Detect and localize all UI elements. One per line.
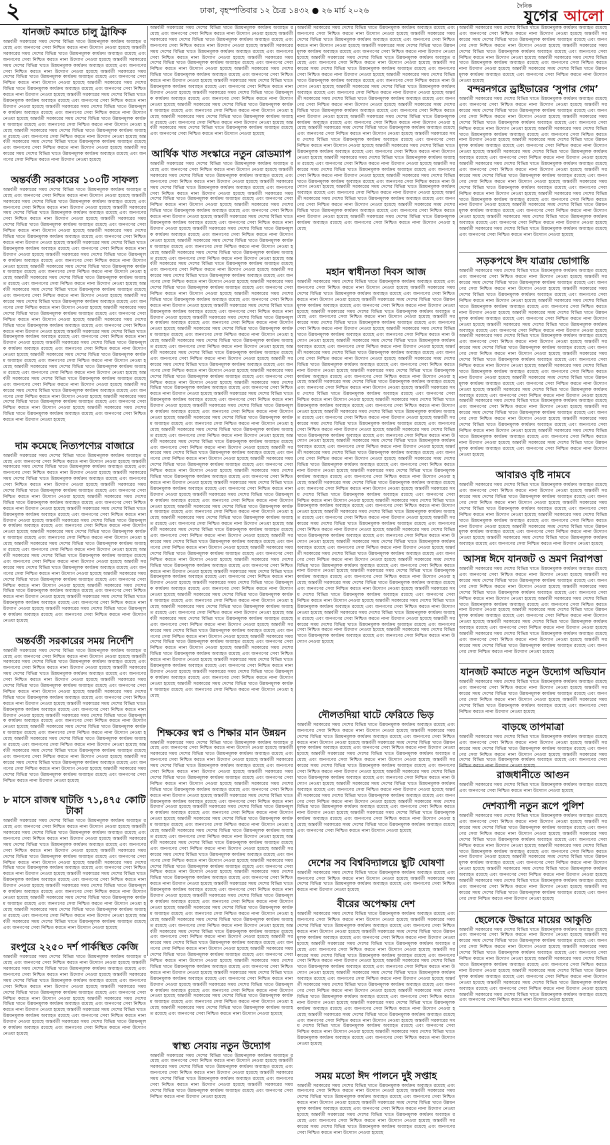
article-body: অন্তর্বর্তী সরকারের সময় দেশের বিভিন্ন খাতে উন্নয়নমূলক কার্যক্রম অব্যাহত রয়েছে এবং জনগণের সেবা নিশ্চিত করতে নানা উদ্যোগ নেওয়া হয়েছে অন্তর্বর্তী সরকারের সময় দেশের বিভিন্ন খাতে উন্নয়নমূলক কার্যক্রম অব্যাহত রয়েছে এবং জনগণের সেবা নিশ্চিত করতে নানা উদ্যোগ নেওয়া হয়েছে অন্তর্বর্তী সরকারের সময় দেশের বিভিন্ন খাতে উন্নয়নমূলক কার্যক্রম অব্যাহত রয়েছে এবং জনগণের সেবা নিশ্চিত করতে নানা উদ্যোগ নেওয়া হয়েছে অন্তর্বর্তী সরকারের সময় দেশের বিভিন্ন খাতে উন্নয়নমূলক কার্যক্রম অব্যাহত রয়েছে এবং জনগণের সেবা নিশ্চিত করতে নানা উদ্যোগ নেওয়া হয়েছে অন্তর্বর্তী সরকারের সময় দেশের বিভিন্ন খাতে উন্নয়নমূলক কার্যক্রম অব্যাহত রয়েছে এবং জনগণের সেবা নিশ্চিত করতে নানা উদ্যোগ নেওয়া হয়েছে অন্তর্বর্তী সরকারের সময় দেশের বিভিন্ন খাতে উন্নয়নমূলক কার্যক্রম অব্যাহত রয়েছে এবং জনগণের সেবা নিশ্চিত করতে নানা উদ্যোগ নেওয়া হয়েছে অন্তর্বর্তী সরকারের সময় দেশের বিভিন্ন খাতে উন্নয়নমূলক কার্যক্রম অব্যাহত রয়েছে এবং জনগণের সেবা নিশ্চিত করতে নানা উদ্যোগ নেওয়া হয়েছে অন্তর্বর্তী সরকারের সময় দেশের বিভিন্ন খাতে উন্নয়নমূলক কার্যক্রম অব্যাহত রয়েছে এবং জনগণের সেবা নিশ্চিত করতে নানা উদ্যোগ নেওয়া হয়েছে অন্তর্বর্তী সরকারের সময় দেশের বিভিন্ন খাতে উন্নয়নমূলক কার্যক্রম অব্যাহত রয়েছে এবং জনগণের সেবা নিশ্চিত করতে নানা উদ্যোগ নেওয়া হয়েছে অন্তর্বর্তী সরকারের সময় দেশের বিভিন্ন খাতে উন্নয়নমূলক কার্যক্রম অব্যাহত রয়েছে এবং জনগণের সেবা নিশ্চিত করতে নানা উদ্যোগ নেওয়া হয়েছে: [150, 26, 293, 138]
article: [459, 801, 607, 911]
article: [459, 770, 607, 798]
article-body: অন্তর্বর্তী সরকারের সময় দেশের বিভিন্ন খাতে উন্নয়নমূলক কার্যক্রম অব্যাহত রয়েছে এবং জনগণের সেবা নিশ্চিত করতে নানা উদ্যোগ নেওয়া হয়েছে অন্তর্বর্তী সরকারের সময় দেশের বিভিন্ন খাতে উন্নয়নমূলক কার্যক্রম অব্যাহত রয়েছে এবং জনগণের সেবা নিশ্চিত করতে নানা উদ্যোগ নেওয়া হয়েছে অন্তর্বর্তী সরকারের সময় দেশের বিভিন্ন খাতে উন্নয়নমূলক কার্যক্রম অব্যাহত রয়েছে এবং জনগণের সেবা নিশ্চিত করতে নানা উদ্যোগ নেওয়া হয়েছে অন্তর্বর্তী সরকারের সময় দেশের বিভিন্ন খাতে উন্নয়নমূলক কার্যক্রম অব্যাহত রয়েছে এবং জনগণের সেবা নিশ্চিত করতে নানা উদ্যোগ নেওয়া হয়েছে অন্তর্বর্তী সরকারের সময় দেশের বিভিন্ন খাতে উন্নয়নমূলক কার্যক্রম অব্যাহত রয়েছে এবং জনগণের সেবা নিশ্চিত করতে নানা উদ্যোগ নেওয়া হয়েছে অন্তর্বর্তী সরকারের সময় দেশের বিভিন্ন খাতে উন্নয়নমূলক কার্যক্রম অব্যাহত রয়েছে এবং জনগণের সেবা নিশ্চিত করতে নানা উদ্যোগ নেওয়া হয়েছে অন্তর্বর্তী সরকারের সময় দেশের বিভিন্ন খাতে উন্নয়নমূলক কার্যক্রম অব্যাহত রয়েছে এবং জনগণের সেবা নিশ্চিত করতে নানা উদ্যোগ নেওয়া হয়েছে: [459, 927, 607, 1004]
article: [297, 899, 455, 1067]
article-body: অন্তর্বর্তী সরকারের সময় দেশের বিভিন্ন খাতে উন্নয়নমূলক কার্যক্রম অব্যাহত রয়েছে এবং জনগণের সেবা নিশ্চিত করতে নানা উদ্যোগ নেওয়া হয়েছে অন্তর্বর্তী সরকারের সময় দেশের বিভিন্ন খাতে উন্নয়নমূলক কার্যক্রম অব্যাহত রয়েছে এবং জনগণের সেবা নিশ্চিত করতে নানা উদ্যোগ নেওয়া হয়েছে অন্তর্বর্তী সরকারের সময় দেশের বিভিন্ন খাতে উন্নয়নমূলক কার্যক্রম অব্যাহত রয়েছে এবং জনগণের সেবা নিশ্চিত করতে নানা উদ্যোগ নেওয়া হয়েছে অন্তর্বর্তী সরকারের সময় দেশের বিভিন্ন খাতে উন্নয়নমূলক কার্যক্রম অব্যাহত রয়েছে এবং জনগণের সেবা নিশ্চিত করতে নানা উদ্যোগ নেওয়া হয়েছে অন্তর্বর্তী সরকারের সময় দেশের বিভিন্ন খাতে উন্নয়নমূলক কার্যক্রম অব্যাহত রয়েছে এবং জনগণের সেবা নিশ্চিত করতে নানা উদ্যোগ নেওয়া হয়েছে অন্তর্বর্তী সরকারের সময় দেশের বিভিন্ন খাতে উন্নয়নমূলক কার্যক্রম অব্যাহত রয়েছে এবং জনগণের সেবা নিশ্চিত করতে নানা উদ্যোগ নেওয়া হয়েছে অন্তর্বর্তী সরকারের সময় দেশের বিভিন্ন খাতে উন্নয়নমূলক কার্যক্রম অব্যাহত রয়েছে এবং জনগণের সেবা নিশ্চিত করতে নানা উদ্যোগ নেওয়া হয়েছে অন্তর্বর্তী সরকারের সময় দেশের বিভিন্ন খাতে উন্নয়নমূলক কার্যক্রম অব্যাহত রয়েছে এবং জনগণের সেবা নিশ্চিত করতে নানা উদ্যোগ নেওয়া হয়েছে অন্তর্বর্তী সরকারের সময় দেশের বিভিন্ন খাতে উন্নয়নমূলক কার্যক্রম অব্যাহত রয়েছে এবং জনগণের সেবা নিশ্চিত করতে নানা উদ্যোগ নেওয়া হয়েছে অন্তর্বর্তী সরকারের সময় দেশের বিভিন্ন খাতে উন্নয়নমূলক কার্যক্রম অব্যাহত রয়েছে এবং জনগণের সেবা নিশ্চিত করতে নানা উদ্যোগ নেওয়া হয়েছে অন্তর্বর্তী সরকারের সময় দেশের বিভিন্ন খাতে উন্নয়নমূলক কার্যক্রম অব্যাহত রয়েছে এবং জনগণের সেবা নিশ্চিত করতে নানা উদ্যোগ নেওয়া হয়েছে অন্তর্বর্তী সরকারের সময় দেশের বিভিন্ন খাতে উন্নয়নমূলক কার্যক্রম অব্যাহত রয়েছে এবং জনগণের সেবা নিশ্চিত করতে নানা উদ্যোগ নেওয়া হয়েছে অন্তর্বর্তী সরকারের সময় দেশের বিভিন্ন খাতে উন্নয়নমূলক কার্যক্রম অব্যাহত রয়েছে এবং জনগণের সেবা নিশ্চিত করতে নানা উদ্যোগ নেওয়া হয়েছে অন্তর্বর্তী সরকারের সময় দেশের বিভিন্ন খাতে উন্নয়নমূলক কার্যক্রম অব্যাহত রয়েছে এবং জনগণের সেবা নিশ্চিত করতে নানা উদ্যোগ নেওয়া হয়েছে অন্তর্বর্তী সরকারের সময় দেশের বিভিন্ন খাতে উন্নয়নমূলক কার্যক্রম অব্যাহত রয়েছে এবং জনগণের সেবা নিশ্চিত করতে নানা উদ্যোগ নেওয়া হয়েছে অন্তর্বর্তী সরকারের সময় দেশের বিভিন্ন খাতে উন্নয়নমূলক কার্যক্রম অব্যাহত রয়েছে এবং জনগণের সেবা নিশ্চিত করতে নানা উদ্যোগ নেওয়া হয়েছে অন্তর্বর্তী সরকারের সময় দেশের বিভিন্ন খাতে উন্নয়নমূলক কার্যক্রম অব্যাহত রয়েছে এবং জনগণের সেবা নিশ্চিত করতে নানা উদ্যোগ নেওয়া হয়েছে অন্তর্বর্তী সরকারের সময় দেশের বিভিন্ন খাতে উন্নয়নমূলক কার্যক্রম অব্যাহত রয়েছে এবং জনগণের সেবা নিশ্চিত করতে নানা উদ্যোগ নেওয়া হয়েছে অন্তর্বর্তী সরকারের সময় দেশের বিভিন্ন খাতে উন্নয়নমূলক কার্যক্রম অব্যাহত রয়েছে এবং জনগণের সেবা নিশ্চিত করতে নানা উদ্যোগ নেওয়া হয়েছে অন্তর্বর্তী সরকারের সময় দেশের বিভিন্ন খাতে উন্নয়নমূলক কার্যক্রম অব্যাহত রয়েছে এবং জনগণের সেবা নিশ্চিত করতে নানা উদ্যোগ নেওয়া হয়েছে অন্তর্বর্তী সরকারের সময় দেশের বিভিন্ন খাতে উন্নয়নমূলক কার্যক্রম অব্যাহত রয়েছে এবং জনগণের সেবা নিশ্চিত করতে নানা উদ্যোগ নেওয়া হয়েছে অন্তর্বর্তী সরকারের সময় দেশের বিভিন্ন খাতে উন্নয়নমূলক কার্যক্রম অব্যাহত রয়েছে এবং জনগণের সেবা নিশ্চিত করতে নানা উদ্যোগ নেওয়া হয়েছে অন্তর্বর্তী সরকারের সময় দেশের বিভিন্ন খাতে উন্নয়নমূলক কার্যক্রম অব্যাহত রয়েছে এবং জনগণের সেবা নিশ্চিত করতে নানা উদ্যোগ নেওয়া হয়েছে অন্তর্বর্তী সরকারের সময় দেশের বিভিন্ন খাতে উন্নয়নমূলক কার্যক্রম অব্যাহত রয়েছে এবং জনগণের সেবা নিশ্চিত করতে নানা উদ্যোগ নেওয়া হয়েছে অন্তর্বর্তী সরকারের সময় দেশের বিভিন্ন খাতে উন্নয়নমূলক কার্যক্রম অব্যাহত রয়েছে এবং জনগণের সেবা নিশ্চিত করতে নানা উদ্যোগ নেওয়া হয়েছে: [150, 740, 293, 1018]
article-headline: অন্তর্বর্তী সরকারের সময় নির্দেশি: [15, 635, 134, 647]
article-body: অন্তর্বর্তী সরকারের সময় দেশের বিভিন্ন খাতে উন্নয়নমূলক কার্যক্রম অব্যাহত রয়েছে এবং জনগণের সেবা নিশ্চিত করতে নানা উদ্যোগ নেওয়া হয়েছে অন্তর্বর্তী সরকারের সময় দেশের বিভিন্ন খাতে উন্নয়নমূলক কার্যক্রম অব্যাহত রয়েছে এবং জনগণের সেবা নিশ্চিত করতে নানা উদ্যোগ নেওয়া হয়েছে অন্তর্বর্তী সরকারের সময় দেশের বিভিন্ন খাতে উন্নয়নমূলক কার্যক্রম অব্যাহত রয়েছে এবং জনগণের সেবা নিশ্চিত করতে নানা উদ্যোগ নেওয়া হয়েছে অন্তর্বর্তী সরকারের সময় দেশের বিভিন্ন খাতে উন্নয়নমূলক কার্যক্রম অব্যাহত রয়েছে এবং জনগণের সেবা নিশ্চিত করতে নানা উদ্যোগ নেওয়া হয়েছে অন্তর্বর্তী সরকারের সময় দেশের বিভিন্ন খাতে উন্নয়নমূলক কার্যক্রম অব্যাহত রয়েছে এবং জনগণের সেবা নিশ্চিত করতে নানা উদ্যোগ নেওয়া হয়েছে অন্তর্বর্তী সরকারের সময় দেশের বিভিন্ন খাতে উন্নয়নমূলক কার্যক্রম অব্যাহত রয়েছে এবং জনগণের সেবা নিশ্চিত করতে নানা উদ্যোগ নেওয়া হয়েছে অন্তর্বর্তী সরকারের সময় দেশের বিভিন্ন খাতে উন্নয়নমূলক কার্যক্রম অব্যাহত রয়েছে এবং জনগণের সেবা নিশ্চিত করতে নানা উদ্যোগ নেওয়া হয়েছে অন্তর্বর্তী সরকারের সময় দেশের বিভিন্ন খাতে উন্নয়নমূলক কার্যক্রম অব্যাহত রয়েছে এবং জনগণের সেবা নিশ্চিত করতে নানা উদ্যোগ নেওয়া হয়েছে: [459, 567, 607, 655]
article-headline: মহান স্বাধীনতা দিবস আজ: [326, 267, 426, 278]
dateline: ঢাকা, বৃহস্পতিবার ১২ চৈত্র ১৪৩২ ● ২৬ মার্চ ২০২৬: [200, 6, 369, 15]
article-body: অন্তর্বর্তী সরকারের সময় দেশের বিভিন্ন খাতে উন্নয়নমূলক কার্যক্রম অব্যাহত রয়েছে এবং জনগণের সেবা নিশ্চিত করতে নানা উদ্যোগ নেওয়া হয়েছে অন্তর্বর্তী সরকারের সময় দেশের বিভিন্ন খাতে উন্নয়নমূলক কার্যক্রম অব্যাহত রয়েছে এবং জনগণের সেবা নিশ্চিত করতে নানা উদ্যোগ নেওয়া হয়েছে অন্তর্বর্তী সরকারের সময় দেশের বিভিন্ন খাতে উন্নয়নমূলক কার্যক্রম অব্যাহত রয়েছে এবং জনগণের সেবা নিশ্চিত করতে নানা উদ্যোগ নেওয়া হয়েছে অন্তর্বর্তী সরকারের সময় দেশের বিভিন্ন খাতে উন্নয়নমূলক কার্যক্রম অব্যাহত রয়েছে এবং জনগণের সেবা নিশ্চিত করতে নানা উদ্যোগ নেওয়া হয়েছে অন্তর্বর্তী সরকারের সময় দেশের বিভিন্ন খাতে উন্নয়নমূলক কার্যক্রম অব্যাহত রয়েছে এবং জনগণের সেবা নিশ্চিত করতে নানা উদ্যোগ নেওয়া হয়েছে অন্তর্বর্তী সরকারের সময় দেশের বিভিন্ন খাতে উন্নয়নমূলক কার্যক্রম অব্যাহত রয়েছে এবং জনগণের সেবা নিশ্চিত করতে নানা উদ্যোগ নেওয়া হয়েছে অন্তর্বর্তী সরকারের সময় দেশের বিভিন্ন খাতে উন্নয়নমূলক কার্যক্রম অব্যাহত রয়েছে এবং জনগণের সেবা নিশ্চিত করতে নানা উদ্যোগ নেওয়া হয়েছে অন্তর্বর্তী সরকারের সময় দেশের বিভিন্ন খাতে উন্নয়নমূলক কার্যক্রম অব্যাহত রয়েছে এবং জনগণের সেবা নিশ্চিত করতে নানা উদ্যোগ নেওয়া হয়েছে অন্তর্বর্তী সরকারের সময় দেশের বিভিন্ন খাতে উন্নয়নমূলক কার্যক্রম অব্যাহত রয়েছে এবং জনগণের সেবা নিশ্চিত করতে নানা উদ্যোগ নেওয়া হয়েছে অন্তর্বর্তী সরকারের সময় দেশের বিভিন্ন খাতে উন্নয়নমূলক কার্যক্রম অব্যাহত রয়েছে এবং জনগণের সেবা নিশ্চিত করতে নানা উদ্যোগ নেওয়া হয়েছে অন্তর্বর্তী সরকারের সময় দেশের বিভিন্ন খাতে উন্নয়নমূলক কার্যক্রম অব্যাহত রয়েছে এবং জনগণের সেবা নিশ্চিত করতে নানা উদ্যোগ নেওয়া হয়েছে অন্তর্বর্তী সরকারের সময় দেশের বিভিন্ন খাতে উন্নয়নমূলক কার্যক্রম অব্যাহত রয়েছে এবং জনগণের সেবা নিশ্চিত করতে নানা উদ্যোগ নেওয়া হয়েছে: [3, 648, 146, 784]
article-body: অন্তর্বর্তী সরকারের সময় দেশের বিভিন্ন খাতে উন্নয়নমূলক কার্যক্রম অব্যাহত রয়েছে এবং জনগণের সেবা নিশ্চিত করতে নানা উদ্যোগ নেওয়া হয়েছে অন্তর্বর্তী সরকারের সময় দেশের বিভিন্ন খাতে উন্নয়নমূলক কার্যক্রম অব্যাহত রয়েছে এবং জনগণের সেবা নিশ্চিত করতে নানা উদ্যোগ নেওয়া হয়েছে অন্তর্বর্তী সরকারের সময় দেশের বিভিন্ন খাতে উন্নয়নমূলক কার্যক্রম অব্যাহত রয়েছে এবং জনগণের সেবা নিশ্চিত করতে নানা উদ্যোগ নেওয়া হয়েছে অন্তর্বর্তী সরকারের সময় দেশের বিভিন্ন খাতে উন্নয়নমূলক কার্যক্রম অব্যাহত রয়েছে এবং জনগণের সেবা নিশ্চিত করতে নানা উদ্যোগ নেওয়া হয়েছে অন্তর্বর্তী সরকারের সময় দেশের বিভিন্ন খাতে উন্নয়নমূলক কার্যক্রম অব্যাহত রয়েছে এবং জনগণের সেবা নিশ্চিত করতে নানা উদ্যোগ নেওয়া হয়েছে অন্তর্বর্তী সরকারের সময় দেশের বিভিন্ন খাতে উন্নয়নমূলক কার্যক্রম অব্যাহত রয়েছে এবং জনগণের সেবা নিশ্চিত করতে নানা উদ্যোগ নেওয়া হয়েছে অন্তর্বর্তী সরকারের সময় দেশের বিভিন্ন খাতে উন্নয়নমূলক কার্যক্রম অব্যাহত রয়েছে এবং জনগণের সেবা নিশ্চিত করতে নানা উদ্যোগ নেওয়া হয়েছে অন্তর্বর্তী সরকারের সময় দেশের বিভিন্ন খাতে উন্নয়নমূলক কার্যক্রম অব্যাহত রয়েছে এবং জনগণের সেবা নিশ্চিত করতে নানা উদ্যোগ নেওয়া হয়েছে অন্তর্বর্তী সরকারের সময় দেশের বিভিন্ন খাতে উন্নয়নমূলক কার্যক্রম অব্যাহত রয়েছে এবং জনগণের সেবা নিশ্চিত করতে নানা উদ্যোগ নেওয়া হয়েছে অন্তর্বর্তী সরকারের সময় দেশের বিভিন্ন খাতে উন্নয়নমূলক কার্যক্রম অব্যাহত রয়েছে এবং জনগণের সেবা নিশ্চিত করতে নানা উদ্যোগ নেওয়া হয়েছে অন্তর্বর্তী সরকারের সময় দেশের বিভিন্ন খাতে উন্নয়নমূলক কার্যক্রম অব্যাহত রয়েছে এবং জনগণের সেবা নিশ্চিত করতে নানা উদ্যোগ নেওয়া হয়েছে অন্তর্বর্তী সরকারের সময় দেশের বিভিন্ন খাতে উন্নয়নমূলক কার্যক্রম অব্যাহত রয়েছে এবং জনগণের সেবা নিশ্চিত করতে নানা উদ্যোগ নেওয়া হয়েছে অন্তর্বর্তী সরকারের সময় দেশের বিভিন্ন খাতে উন্নয়নমূলক কার্যক্রম অব্যাহত রয়েছে এবং জনগণের সেবা নিশ্চিত করতে নানা উদ্যোগ নেওয়া হয়েছে অন্তর্বর্তী সরকারের সময় দেশের বিভিন্ন খাতে উন্নয়নমূলক কার্যক্রম অব্যাহত রয়েছে এবং জনগণের সেবা নিশ্চিত করতে নানা উদ্যোগ নেওয়া হয়েছে অন্তর্বর্তী সরকারের সময় দেশের বিভিন্ন খাতে উন্নয়নমূলক কার্যক্রম অব্যাহত রয়েছে এবং জনগণের সেবা নিশ্চিত করতে নানা উদ্যোগ নেওয়া হয়েছে: [3, 453, 146, 624]
article-headline: দেশব্যাপী নতুন রূপে পুলিশ: [482, 801, 584, 813]
article: [459, 554, 607, 664]
article: [3, 636, 146, 793]
article-body: অন্তর্বর্তী সরকারের সময় দেশের বিভিন্ন খাতে উন্নয়নমূলক কার্যক্রম অব্যাহত রয়েছে এবং জনগণের সেবা নিশ্চিত করতে নানা উদ্যোগ নেওয়া হয়েছে অন্তর্বর্তী সরকারের সময় দেশের বিভিন্ন খাতে উন্নয়নমূলক কার্যক্রম অব্যাহত রয়েছে এবং জনগণের সেবা নিশ্চিত করতে নানা উদ্যোগ নেওয়া হয়েছে অন্তর্বর্তী সরকারের সময় দেশের বিভিন্ন খাতে উন্নয়নমূলক কার্যক্রম অব্যাহত রয়েছে এবং জনগণের সেবা নিশ্চিত করতে নানা উদ্যোগ নেওয়া হয়েছে অন্তর্বর্তী সরকারের সময় দেশের বিভিন্ন খাতে উন্নয়নমূলক কার্যক্রম অব্যাহত রয়েছে এবং জনগণের সেবা নিশ্চিত করতে নানা উদ্যোগ নেওয়া হয়েছে অন্তর্বর্তী সরকারের সময় দেশের বিভিন্ন খাতে উন্নয়নমূলক কার্যক্রম অব্যাহত রয়েছে এবং জনগণের সেবা নিশ্চিত করতে নানা উদ্যোগ নেওয়া হয়েছে অন্তর্বর্তী সরকারের সময় দেশের বিভিন্ন খাতে উন্নয়নমূলক কার্যক্রম অব্যাহত রয়েছে এবং জনগণের সেবা নিশ্চিত করতে নানা উদ্যোগ নেওয়া হয়েছে অন্তর্বর্তী সরকারের সময় দেশের বিভিন্ন খাতে উন্নয়নমূলক কার্যক্রম অব্যাহত রয়েছে এবং জনগণের সেবা নিশ্চিত করতে নানা উদ্যোগ নেওয়া হয়েছে অন্তর্বর্তী সরকারের সময় দেশের বিভিন্ন খাতে উন্নয়নমূলক কার্যক্রম অব্যাহত রয়েছে এবং জনগণের সেবা নিশ্চিত করতে নানা উদ্যোগ নেওয়া হয়েছে অন্তর্বর্তী সরকারের সময় দেশের বিভিন্ন খাতে উন্নয়নমূলক কার্যক্রম অব্যাহত রয়েছে এবং জনগণের সেবা নিশ্চিত করতে নানা উদ্যোগ নেওয়া হয়েছে অন্তর্বর্তী সরকারের সময় দেশের বিভিন্ন খাতে উন্নয়নমূলক কার্যক্রম অব্যাহত রয়েছে এবং জনগণের সেবা নিশ্চিত করতে নানা উদ্যোগ নেওয়া হয়েছে অন্তর্বর্তী সরকারের সময় দেশের বিভিন্ন খাতে উন্নয়নমূলক কার্যক্রম অব্যাহত রয়েছে এবং জনগণের সেবা নিশ্চিত করতে নানা উদ্যোগ নেওয়া হয়েছে অন্তর্বর্তী সরকারের সময় দেশের বিভিন্ন খাতে উন্নয়নমূলক কার্যক্রম অব্যাহত রয়েছে এবং জনগণের সেবা নিশ্চিত করতে নানা উদ্যোগ নেওয়া হয়েছে অন্তর্বর্তী সরকারের সময় দেশের বিভিন্ন খাতে উন্নয়নমূলক কার্যক্রম অব্যাহত রয়েছে এবং জনগণের সেবা নিশ্চিত করতে নানা উদ্যোগ নেওয়া হয়েছে অন্তর্বর্তী সরকারের সময় দেশের বিভিন্ন খাতে উন্নয়নমূলক কার্যক্রম অব্যাহত রয়েছে এবং জনগণের সেবা নিশ্চিত করতে নানা উদ্যোগ নেওয়া হয়েছে অন্তর্বর্তী সরকারের সময় দেশের বিভিন্ন খাতে উন্নয়নমূলক কার্যক্রম অব্যাহত রয়েছে এবং জনগণের সেবা নিশ্চিত করতে নানা উদ্যোগ নেওয়া হয়েছে অন্তর্বর্তী সরকারের সময় দেশের বিভিন্ন খাতে উন্নয়নমূলক কার্যক্রম অব্যাহত রয়েছে এবং জনগণের সেবা নিশ্চিত করতে নানা উদ্যোগ নেওয়া হয়েছে অন্তর্বর্তী সরকারের সময় দেশের বিভিন্ন খাতে উন্নয়নমূলক কার্যক্রম অব্যাহত রয়েছে এবং জনগণের সেবা নিশ্চিত করতে নানা উদ্যোগ নেওয়া হয়েছে অন্তর্বর্তী সরকারের সময় দেশের বিভিন্ন খাতে উন্নয়নমূলক কার্যক্রম অব্যাহত রয়েছে এবং জনগণের সেবা নিশ্চিত করতে নানা উদ্যোগ নেওয়া হয়েছে অন্তর্বর্তী সরকারের সময় দেশের বিভিন্ন খাতে উন্নয়নমূলক কার্যক্রম অব্যাহত রয়েছে এবং জনগণের সেবা নিশ্চিত করতে নানা উদ্যোগ নেওয়া হয়েছে অন্তর্বর্তী সরকারের সময় দেশের বিভিন্ন খাতে উন্নয়নমূলক কার্যক্রম অব্যাহত রয়েছে এবং জনগণের সেবা নিশ্চিত করতে নানা উদ্যোগ নেওয়া হয়েছে অন্তর্বর্তী সরকারের সময় দেশের বিভিন্ন খাতে উন্নয়নমূলক কার্যক্রম অব্যাহত রয়েছে এবং জনগণের সেবা নিশ্চিত করতে নানা উদ্যোগ নেওয়া হয়েছে অন্তর্বর্তী সরকারের সময় দেশের বিভিন্ন খাতে উন্নয়নমূলক কার্যক্রম অব্যাহত রয়েছে এবং জনগণের সেবা নিশ্চিত করতে নানা উদ্যোগ নেওয়া হয়েছে অন্তর্বর্তী সরকারের সময় দেশের বিভিন্ন খাতে উন্নয়নমূলক কার্যক্রম অব্যাহত রয়েছে এবং জনগণের সেবা নিশ্চিত করতে নানা উদ্যোগ নেওয়া হয়েছে অন্তর্বর্তী সরকারের সময় দেশের বিভিন্ন খাতে উন্নয়নমূলক কার্যক্রম অব্যাহত রয়েছে এবং জনগণের সেবা নিশ্চিত করতে নানা উদ্যোগ নেওয়া হয়েছে অন্তর্বর্তী সরকারের সময় দেশের বিভিন্ন খাতে উন্নয়নমূলক কার্যক্রম অব্যাহত রয়েছে এবং জনগণের সেবা নিশ্চিত করতে নানা উদ্যোগ নেওয়া হয়েছে অন্তর্বর্তী সরকারের সময় দেশের বিভিন্ন খাতে উন্নয়নমূলক কার্যক্রম অব্যাহত রয়েছে এবং জনগণের সেবা নিশ্চিত করতে নানা উদ্যোগ নেওয়া হয়েছে অন্তর্বর্তী সরকারের সময় দেশের বিভিন্ন খাতে উন্নয়নমূলক কার্যক্রম অব্যাহত রয়েছে এবং জনগণের সেবা নিশ্চিত করতে নানা উদ্যোগ নেওয়া হয়েছে অন্তর্বর্তী সরকারের সময় দেশের বিভিন্ন খাতে উন্নয়নমূলক কার্যক্রম অব্যাহত রয়েছে এবং জনগণের সেবা নিশ্চিত করতে নানা উদ্যোগ নেওয়া হয়েছে অন্তর্বর্তী সরকারের সময় দেশের বিভিন্ন খাতে উন্নয়নমূলক কার্যক্রম অব্যাহত রয়েছে এবং জনগণের সেবা নিশ্চিত করতে নানা উদ্যোগ নেওয়া হয়েছে অন্তর্বর্তী সরকারের সময় দেশের বিভিন্ন খাতে উন্নয়নমূলক কার্যক্রম অব্যাহত রয়েছে এবং জনগণের সেবা নিশ্চিত করতে নানা উদ্যোগ নেওয়া হয়েছে অন্তর্বর্তী সরকারের সময় দেশের বিভিন্ন খাতে উন্নয়নমূলক কার্যক্রম অব্যাহত রয়েছে এবং জনগণের সেবা নিশ্চিত করতে নানা উদ্যোগ নেওয়া হয়েছে অন্তর্বর্তী সরকারের সময় দেশের বিভিন্ন খাতে উন্নয়নমূলক কার্যক্রম অব্যাহত রয়েছে এবং জনগণের সেবা নিশ্চিত করতে নানা উদ্যোগ নেওয়া হয়েছে অন্তর্বর্তী সরকারের সময় দেশের বিভিন্ন খাতে উন্নয়নমূলক কার্যক্রম অব্যাহত রয়েছে এবং জনগণের সেবা নিশ্চিত করতে নানা উদ্যোগ নেওয়া হয়েছে অন্তর্বর্তী সরকারের সময় দেশের বিভিন্ন খাতে উন্নয়নমূলক কার্যক্রম অব্যাহত রয়েছে এবং জনগণের সেবা নিশ্চিত করতে নানা উদ্যোগ নেওয়া হয়েছে অন্তর্বর্তী সরকারের সময় দেশের বিভিন্ন খাতে উন্নয়নমূলক কার্যক্রম অব্যাহত রয়েছে এবং জনগণের সেবা নিশ্চিত করতে নানা উদ্যোগ নেওয়া হয়েছে অন্তর্বর্তী সরকারের সময় দেশের বিভিন্ন খাতে উন্নয়নমূলক কার্যক্রম অব্যাহত রয়েছে এবং জনগণের সেবা নিশ্চিত করতে নানা উদ্যোগ নেওয়া হয়েছে অন্তর্বর্তী সরকারের সময় দেশের বিভিন্ন খাতে উন্নয়নমূলক কার্যক্রম অব্যাহত রয়েছে এবং জনগণের সেবা নিশ্চিত করতে নানা উদ্যোগ নেওয়া হয়েছে অন্তর্বর্তী সরকারের সময় দেশের বিভিন্ন খাতে উন্নয়নমূলক কার্যক্রম অব্যাহত রয়েছে এবং জনগণের সেবা নিশ্চিত করতে নানা উদ্যোগ নেওয়া হয়েছে অন্তর্বর্তী সরকারের সময় দেশের বিভিন্ন খাতে উন্নয়নমূলক কার্যক্রম অব্যাহত রয়েছে এবং জনগণের সেবা নিশ্চিত করতে নানা উদ্যোগ নেওয়া হয়েছে অন্তর্বর্তী সরকারের সময় দেশের বিভিন্ন খাতে উন্নয়নমূলক কার্যক্রম অব্যাহত রয়েছে এবং জনগণের সেবা নিশ্চিত করতে নানা উদ্যোগ নেওয়া হয়েছে অন্তর্বর্তী সরকারের সময় দেশের বিভিন্ন খাতে উন্নয়নমূলক কার্যক্রম অব্যাহত রয়েছে এবং জনগণের সেবা নিশ্চিত করতে নানা উদ্যোগ নেওয়া হয়েছে অন্তর্বর্তী সরকারের সময় দেশের বিভিন্ন খাতে উন্নয়নমূলক কার্যক্রম অব্যাহত রয়েছে এবং জনগণের সেবা নিশ্চিত করতে নানা উদ্যোগ নেওয়া হয়েছে অন্তর্বর্তী সরকারের সময় দেশের বিভিন্ন খাতে উন্নয়নমূলক কার্যক্রম অব্যাহত রয়েছে এবং জনগণের সেবা নিশ্চিত করতে নানা উদ্যোগ নেওয়া হয়েছে অন্তর্বর্তী সরকারের সময় দেশের বিভিন্ন খাতে উন্নয়নমূলক কার্যক্রম অব্যাহত রয়েছে এবং জনগণের সেবা নিশ্চিত করতে নানা উদ্যোগ নেওয়া হয়েছে অন্তর্বর্তী সরকারের সময় দেশের বিভিন্ন খাতে উন্নয়নমূলক কার্যক্রম অব্যাহত রয়েছে এবং জনগণের সেবা নিশ্চিত করতে নানা উদ্যোগ নেওয়া হয়েছে অন্তর্বর্তী সরকারের সময় দেশের বিভিন্ন খাতে উন্নয়নমূলক কার্যক্রম অব্যাহত রয়েছে এবং জনগণের সেবা নিশ্চিত করতে নানা উদ্যোগ নেওয়া হয়েছে অন্তর্বর্তী সরকারের সময় দেশের বিভিন্ন খাতে উন্নয়নমূলক কার্যক্রম অব্যাহত রয়েছে এবং জনগণের সেবা নিশ্চিত করতে নানা উদ্যোগ নেওয়া হয়েছে অন্তর্বর্তী সরকারের সময় দেশের বিভিন্ন খাতে উন্নয়নমূলক কার্যক্রম অব্যাহত রয়েছে এবং জনগণের সেবা নিশ্চিত করতে নানা উদ্যোগ নেওয়া হয়েছে: [150, 162, 293, 699]
article-body: অন্তর্বর্তী সরকারের সময় দেশের বিভিন্ন খাতে উন্নয়নমূলক কার্যক্রম অব্যাহত রয়েছে এবং জনগণের সেবা নিশ্চিত করতে নানা উদ্যোগ নেওয়া হয়েছে: [459, 783, 607, 795]
article-headline: দাম কমেছে নিত্যপণ্যের বাজারে: [15, 440, 134, 452]
article: [297, 267, 455, 707]
column-rule: [147, 26, 148, 956]
column-rule: [295, 26, 296, 956]
article: [297, 710, 455, 855]
article-body: অন্তর্বর্তী সরকারের সময় দেশের বিভিন্ন খাতে উন্নয়নমূলক কার্যক্রম অব্যাহত রয়েছে এবং জনগণের সেবা নিশ্চিত করতে নানা উদ্যোগ নেওয়া হয়েছে অন্তর্বর্তী সরকারের সময় দেশের বিভিন্ন খাতে উন্নয়নমূলক কার্যক্রম অব্যাহত রয়েছে এবং জনগণের সেবা নিশ্চিত করতে নানা উদ্যোগ নেওয়া হয়েছে অন্তর্বর্তী সরকারের সময় দেশের বিভিন্ন খাতে উন্নয়নমূলক কার্যক্রম অব্যাহত রয়েছে এবং জনগণের সেবা নিশ্চিত করতে নানা উদ্যোগ নেওয়া হয়েছে অন্তর্বর্তী সরকারের সময় দেশের বিভিন্ন খাতে উন্নয়নমূলক কার্যক্রম অব্যাহত রয়েছে এবং জনগণের সেবা নিশ্চিত করতে নানা উদ্যোগ নেওয়া হয়েছে অন্তর্বর্তী সরকারের সময় দেশের বিভিন্ন খাতে উন্নয়নমূলক কার্যক্রম অব্যাহত রয়েছে এবং জনগণের সেবা নিশ্চিত করতে নানা উদ্যোগ নেওয়া হয়েছে অন্তর্বর্তী সরকারের সময় দেশের বিভিন্ন খাতে উন্নয়নমূলক কার্যক্রম অব্যাহত রয়েছে এবং জনগণের সেবা নিশ্চিত করতে নানা উদ্যোগ নেওয়া হয়েছে অন্তর্বর্তী সরকারের সময় দেশের বিভিন্ন খাতে উন্নয়নমূলক কার্যক্রম অব্যাহত রয়েছে এবং জনগণের সেবা নিশ্চিত করতে নানা উদ্যোগ নেওয়া হয়েছে অন্তর্বর্তী সরকারের সময় দেশের বিভিন্ন খাতে উন্নয়নমূলক কার্যক্রম অব্যাহত রয়েছে এবং জনগণের সেবা নিশ্চিত করতে নানা উদ্যোগ নেওয়া হয়েছে অন্তর্বর্তী সরকারের সময় দেশের বিভিন্ন খাতে উন্নয়নমূলক কার্যক্রম অব্যাহত রয়েছে এবং জনগণের সেবা নিশ্চিত করতে নানা উদ্যোগ নেওয়া হয়েছে অন্তর্বর্তী সরকারের সময় দেশের বিভিন্ন খাতে উন্নয়নমূলক কার্যক্রম অব্যাহত রয়েছে এবং জনগণের সেবা নিশ্চিত করতে নানা উদ্যোগ নেওয়া হয়েছে অন্তর্বর্তী সরকারের সময় দেশের বিভিন্ন খাতে উন্নয়নমূলক কার্যক্রম অব্যাহত রয়েছে এবং জনগণের সেবা নিশ্চিত করতে নানা উদ্যোগ নেওয়া হয়েছে অন্তর্বর্তী সরকারের সময় দেশের বিভিন্ন খাতে উন্নয়নমূলক কার্যক্রম অব্যাহত রয়েছে এবং জনগণের সেবা নিশ্চিত করতে নানা উদ্যোগ নেওয়া হয়েছে অন্তর্বর্তী সরকারের সময় দেশের বিভিন্ন খাতে উন্নয়নমূলক কার্যক্রম অব্যাহত রয়েছে এবং জনগণের সেবা নিশ্চিত করতে নানা উদ্যোগ নেওয়া হয়েছে অন্তর্বর্তী সরকারের সময় দেশের বিভিন্ন খাতে উন্নয়নমূলক কার্যক্রম অব্যাহত রয়েছে এবং জনগণের সেবা নিশ্চিত করতে নানা উদ্যোগ নেওয়া হয়েছে অন্তর্বর্তী সরকারের সময় দেশের বিভিন্ন খাতে উন্নয়নমূলক কার্যক্রম অব্যাহত রয়েছে এবং জনগণের সেবা নিশ্চিত করতে নানা উদ্যোগ নেওয়া হয়েছে অন্তর্বর্তী সরকারের সময় দেশের বিভিন্ন খাতে উন্নয়নমূলক কার্যক্রম অব্যাহত রয়েছে এবং জনগণের সেবা নিশ্চিত করতে নানা উদ্যোগ নেওয়া হয়েছে অন্তর্বর্তী সরকারের সময় দেশের বিভিন্ন খাতে উন্নয়নমূলক কার্যক্রম অব্যাহত রয়েছে এবং জনগণের সেবা নিশ্চিত করতে নানা উদ্যোগ নেওয়া হয়েছে অন্তর্বর্তী সরকারের সময় দেশের বিভিন্ন খাতে উন্নয়নমূলক কার্যক্রম অব্যাহত রয়েছে এবং জনগণের সেবা নিশ্চিত করতে নানা উদ্যোগ নেওয়া হয়েছে অন্তর্বর্তী সরকারের সময় দেশের বিভিন্ন খাতে উন্নয়নমূলক কার্যক্রম অব্যাহত রয়েছে এবং জনগণের সেবা নিশ্চিত করতে নানা উদ্যোগ নেওয়া হয়েছে অন্তর্বর্তী সরকারের সময় দেশের বিভিন্ন খাতে উন্নয়নমূলক কার্যক্রম অব্যাহত রয়েছে এবং জনগণের সেবা নিশ্চিত করতে নানা উদ্যোগ নেওয়া হয়েছে অন্তর্বর্তী সরকারের সময় দেশের বিভিন্ন খাতে উন্নয়নমূলক কার্যক্রম অব্যাহত রয়েছে এবং জনগণের সেবা নিশ্চিত করতে নানা উদ্যোগ নেওয়া হয়েছে: [3, 187, 146, 424]
article-body: অন্তর্বর্তী সরকারের সময় দেশের বিভিন্ন খাতে উন্নয়নমূলক কার্যক্রম অব্যাহত রয়েছে এবং জনগণের সেবা নিশ্চিত করতে নানা উদ্যোগ নেওয়া হয়েছে অন্তর্বর্তী সরকারের সময় দেশের বিভিন্ন খাতে উন্নয়নমূলক কার্যক্রম অব্যাহত রয়েছে এবং জনগণের সেবা নিশ্চিত করতে নানা উদ্যোগ নেওয়া হয়েছে অন্তর্বর্তী সরকারের সময় দেশের বিভিন্ন খাতে উন্নয়নমূলক কার্যক্রম অব্যাহত রয়েছে এবং জনগণের সেবা নিশ্চিত করতে নানা উদ্যোগ নেওয়া হয়েছে অন্তর্বর্তী সরকারের সময় দেশের বিভিন্ন খাতে উন্নয়নমূলক কার্যক্রম অব্যাহত রয়েছে এবং জনগণের সেবা নিশ্চিত করতে নানা উদ্যোগ নেওয়া হয়েছে অন্তর্বর্তী সরকারের সময় দেশের বিভিন্ন খাতে উন্নয়নমূলক কার্যক্রম অব্যাহত রয়েছে এবং জনগণের সেবা নিশ্চিত করতে নানা উদ্যোগ নেওয়া হয়েছে অন্তর্বর্তী সরকারের সময় দেশের বিভিন্ন খাতে উন্নয়নমূলক কার্যক্রম অব্যাহত রয়েছে এবং জনগণের সেবা নিশ্চিত করতে নানা উদ্যোগ নেওয়া হয়েছে অন্তর্বর্তী সরকারের সময় দেশের বিভিন্ন খাতে উন্নয়নমূলক কার্যক্রম অব্যাহত রয়েছে এবং জনগণের সেবা নিশ্চিত করতে নানা উদ্যোগ নেওয়া হয়েছে অন্তর্বর্তী সরকারের সময় দেশের বিভিন্ন খাতে উন্নয়নমূলক কার্যক্রম অব্যাহত রয়েছে এবং জনগণের সেবা নিশ্চিত করতে নানা উদ্যোগ নেওয়া হয়েছে অন্তর্বর্তী সরকারের সময় দেশের বিভিন্ন খাতে উন্নয়নমূলক কার্যক্রম অব্যাহত রয়েছে এবং জনগণের সেবা নিশ্চিত করতে নানা উদ্যোগ নেওয়া হয়েছে অন্তর্বর্তী সরকারের সময় দেশের বিভিন্ন খাতে উন্নয়নমূলক কার্যক্রম অব্যাহত রয়েছে এবং জনগণের সেবা নিশ্চিত করতে নানা উদ্যোগ নেওয়া হয়েছে অন্তর্বর্তী সরকারের সময় দেশের বিভিন্ন খাতে উন্নয়নমূলক কার্যক্রম অব্যাহত রয়েছে এবং জনগণের সেবা নিশ্চিত করতে নানা উদ্যোগ নেওয়া হয়েছে অন্তর্বর্তী সরকারের সময় দেশের বিভিন্ন খাতে উন্নয়নমূলক কার্যক্রম অব্যাহত রয়েছে এবং জনগণের সেবা নিশ্চিত করতে নানা উদ্যোগ নেওয়া হয়েছে অন্তর্বর্তী সরকারের সময় দেশের বিভিন্ন খাতে উন্নয়নমূলক কার্যক্রম অব্যাহত রয়েছে এবং জনগণের সেবা নিশ্চিত করতে নানা উদ্যোগ নেওয়া হয়েছে অন্তর্বর্তী সরকারের সময় দেশের বিভিন্ন খাতে উন্নয়নমূলক কার্যক্রম অব্যাহত রয়েছে এবং জনগণের সেবা নিশ্চিত করতে নানা উদ্যোগ নেওয়া হয়েছে অন্তর্বর্তী সরকারের সময় দেশের বিভিন্ন খাতে উন্নয়নমূলক কার্যক্রম অব্যাহত রয়েছে এবং জনগণের সেবা নিশ্চিত করতে নানা উদ্যোগ নেওয়া হয়েছে অন্তর্বর্তী সরকারের সময় দেশের বিভিন্ন খাতে উন্নয়নমূলক কার্যক্রম অব্যাহত রয়েছে এবং জনগণের সেবা নিশ্চিত করতে নানা উদ্যোগ নেওয়া হয়েছে অন্তর্বর্তী সরকারের সময় দেশের বিভিন্ন খাতে উন্নয়নমূলক কার্যক্রম অব্যাহত রয়েছে এবং জনগণের সেবা নিশ্চিত করতে নানা উদ্যোগ নেওয়া হয়েছে অন্তর্বর্তী সরকারের সময় দেশের বিভিন্ন খাতে উন্নয়নমূলক কার্যক্রম অব্যাহত রয়েছে এবং জনগণের সেবা নিশ্চিত করতে নানা উদ্যোগ নেওয়া হয়েছে অন্তর্বর্তী সরকারের সময় দেশের বিভিন্ন খাতে উন্নয়নমূলক কার্যক্রম অব্যাহত রয়েছে এবং জনগণের সেবা নিশ্চিত করতে নানা উদ্যোগ নেওয়া হয়েছে অন্তর্বর্তী সরকারের সময় দেশের বিভিন্ন খাতে উন্নয়নমূলক কার্যক্রম অব্যাহত রয়েছে এবং জনগণের সেবা নিশ্চিত করতে নানা উদ্যোগ নেওয়া হয়েছে: [297, 26, 455, 232]
article-headline: আবারও বৃষ্টি নামবে: [495, 470, 571, 482]
page-header: [0, 0, 610, 25]
article-body: অন্তর্বর্তী সরকারের সময় দেশের বিভিন্ন খাতে উন্নয়নমূলক কার্যক্রম অব্যাহত রয়েছে এবং জনগণের সেবা নিশ্চিত করতে নানা উদ্যোগ নেওয়া হয়েছে অন্তর্বর্তী সরকারের সময় দেশের বিভিন্ন খাতে উন্নয়নমূলক কার্যক্রম অব্যাহত রয়েছে এবং জনগণের সেবা নিশ্চিত করতে নানা উদ্যোগ নেওয়া হয়েছে অন্তর্বর্তী সরকারের সময় দেশের বিভিন্ন খাতে উন্নয়নমূলক কার্যক্রম অব্যাহত রয়েছে এবং জনগণের সেবা নিশ্চিত করতে নানা উদ্যোগ নেওয়া হয়েছে অন্তর্বর্তী সরকারের সময় দেশের বিভিন্ন খাতে উন্নয়নমূলক কার্যক্রম অব্যাহত রয়েছে এবং জনগণের সেবা নিশ্চিত করতে নানা উদ্যোগ নেওয়া হয়েছে অন্তর্বর্তী সরকারের সময় দেশের বিভিন্ন খাতে উন্নয়নমূলক কার্যক্রম অব্যাহত রয়েছে এবং জনগণের সেবা নিশ্চিত করতে নানা উদ্যোগ নেওয়া হয়েছে অন্তর্বর্তী সরকারের সময় দেশের বিভিন্ন খাতে উন্নয়নমূলক কার্যক্রম অব্যাহত রয়েছে এবং জনগণের সেবা নিশ্চিত করতে নানা উদ্যোগ নেওয়া হয়েছে অন্তর্বর্তী সরকারের সময় দেশের বিভিন্ন খাতে উন্নয়নমূলক কার্যক্রম অব্যাহত রয়েছে এবং জনগণের সেবা নিশ্চিত করতে নানা উদ্যোগ নেওয়া হয়েছে অন্তর্বর্তী সরকারের সময় দেশের বিভিন্ন খাতে উন্নয়নমূলক কার্যক্রম অব্যাহত রয়েছে এবং জনগণের সেবা নিশ্চিত করতে নানা উদ্যোগ নেওয়া হয়েছে অন্তর্বর্তী সরকারের সময় দেশের বিভিন্ন খাতে উন্নয়নমূলক কার্যক্রম অব্যাহত রয়েছে এবং জনগণের সেবা নিশ্চিত করতে নানা উদ্যোগ নেওয়া হয়েছে অন্তর্বর্তী সরকারের সময় দেশের বিভিন্ন খাতে উন্নয়নমূলক কার্যক্রম অব্যাহত রয়েছে এবং জনগণের সেবা নিশ্চিত করতে নানা উদ্যোগ নেওয়া হয়েছে অন্তর্বর্তী সরকারের সময় দেশের বিভিন্ন খাতে উন্নয়নমূলক কার্যক্রম অব্যাহত রয়েছে এবং জনগণের সেবা নিশ্চিত করতে নানা উদ্যোগ নেওয়া হয়েছে অন্তর্বর্তী সরকারের সময় দেশের বিভিন্ন খাতে উন্নয়নমূলক কার্যক্রম অব্যাহত রয়েছে এবং জনগণের সেবা নিশ্চিত করতে নানা উদ্যোগ নেওয়া হয়েছে অন্তর্বর্তী সরকারের সময় দেশের বিভিন্ন খাতে উন্নয়নমূলক কার্যক্রম অব্যাহত রয়েছে এবং জনগণের সেবা নিশ্চিত করতে নানা উদ্যোগ নেওয়া হয়েছে অন্তর্বর্তী সরকারের সময় দেশের বিভিন্ন খাতে উন্নয়নমূলক কার্যক্রম অব্যাহত রয়েছে এবং জনগণের সেবা নিশ্চিত করতে নানা উদ্যোগ নেওয়া হয়েছে অন্তর্বর্তী সরকারের সময় দেশের বিভিন্ন খাতে উন্নয়নমূলক কার্যক্রম অব্যাহত রয়েছে এবং জনগণের সেবা নিশ্চিত করতে নানা উদ্যোগ নেওয়া হয়েছে অন্তর্বর্তী সরকারের সময় দেশের বিভিন্ন খাতে উন্নয়নমূলক কার্যক্রম অব্যাহত রয়েছে এবং জনগণের সেবা নিশ্চিত করতে নানা উদ্যোগ নেওয়া হয়েছে অন্তর্বর্তী সরকারের সময় দেশের বিভিন্ন খাতে উন্নয়নমূলক কার্যক্রম অব্যাহত রয়েছে এবং জনগণের সেবা নিশ্চিত করতে নানা উদ্যোগ নেওয়া হয়েছে অন্তর্বর্তী সরকারের সময় দেশের বিভিন্ন খাতে উন্নয়নমূলক কার্যক্রম অব্যাহত রয়েছে এবং জনগণের সেবা নিশ্চিত করতে নানা উদ্যোগ নেওয়া হয়েছে অন্তর্বর্তী সরকারের সময় দেশের বিভিন্ন খাতে উন্নয়নমূলক কার্যক্রম অব্যাহত রয়েছে এবং জনগণের সেবা নিশ্চিত করতে নানা উদ্যোগ নেওয়া হয়েছে অন্তর্বর্তী সরকারের সময় দেশের বিভিন্ন খাতে উন্নয়নমূলক কার্যক্রম অব্যাহত রয়েছে এবং জনগণের সেবা নিশ্চিত করতে নানা উদ্যোগ নেওয়া হয়েছে অন্তর্বর্তী সরকারের সময় দেশের বিভিন্ন খাতে উন্নয়নমূলক কার্যক্রম অব্যাহত রয়েছে এবং জনগণের সেবা নিশ্চিত করতে নানা উদ্যোগ নেওয়া হয়েছে অন্তর্বর্তী সরকারের সময় দেশের বিভিন্ন খাতে উন্নয়নমূলক কার্যক্রম অব্যাহত রয়েছে এবং জনগণের সেবা নিশ্চিত করতে নানা উদ্যোগ নেওয়া হয়েছে অন্তর্বর্তী সরকারের সময় দেশের বিভিন্ন খাতে উন্নয়নমূলক কার্যক্রম অব্যাহত রয়েছে এবং জনগণের সেবা নিশ্চিত করতে নানা উদ্যোগ নেওয়া হয়েছে অন্তর্বর্তী সরকারের সময় দেশের বিভিন্ন খাতে উন্নয়নমূলক কার্যক্রম অব্যাহত রয়েছে এবং জনগণের সেবা নিশ্চিত করতে নানা উদ্যোগ নেওয়া হয়েছে অন্তর্বর্তী সরকারের সময় দেশের বিভিন্ন খাতে উন্নয়নমূলক কার্যক্রম অব্যাহত রয়েছে এবং জনগণের সেবা নিশ্চিত করতে নানা উদ্যোগ নেওয়া হয়েছে অন্তর্বর্তী সরকারের সময় দেশের বিভিন্ন খাতে উন্নয়নমূলক কার্যক্রম অব্যাহত রয়েছে এবং জনগণের সেবা নিশ্চিত করতে নানা উদ্যোগ নেওয়া হয়েছে অন্তর্বর্তী সরকারের সময় দেশের বিভিন্ন খাতে উন্নয়নমূলক কার্যক্রম অব্যাহত রয়েছে এবং জনগণের সেবা নিশ্চিত করতে নানা উদ্যোগ নেওয়া হয়েছে অন্তর্বর্তী সরকারের সময় দেশের বিভিন্ন খাতে উন্নয়নমূলক কার্যক্রম অব্যাহত রয়েছে এবং জনগণের সেবা নিশ্চিত করতে নানা উদ্যোগ নেওয়া হয়েছে অন্তর্বর্তী সরকারের সময় দেশের বিভিন্ন খাতে উন্নয়নমূলক কার্যক্রম অব্যাহত রয়েছে এবং জনগণের সেবা নিশ্চিত করতে নানা উদ্যোগ নেওয়া হয়েছে অন্তর্বর্তী সরকারের সময় দেশের বিভিন্ন খাতে উন্নয়নমূলক কার্যক্রম অব্যাহত রয়েছে এবং জনগণের সেবা নিশ্চিত করতে নানা উদ্যোগ নেওয়া হয়েছে অন্তর্বর্তী সরকারের সময় দেশের বিভিন্ন খাতে উন্নয়নমূলক কার্যক্রম অব্যাহত রয়েছে এবং জনগণের সেবা নিশ্চিত করতে নানা উদ্যোগ নেওয়া হয়েছে অন্তর্বর্তী সরকারের সময় দেশের বিভিন্ন খাতে উন্নয়নমূলক কার্যক্রম অব্যাহত রয়েছে এবং জনগণের সেবা নিশ্চিত করতে নানা উদ্যোগ নেওয়া হয়েছে অন্তর্বর্তী সরকারের সময় দেশের বিভিন্ন খাতে উন্নয়নমূলক কার্যক্রম অব্যাহত রয়েছে এবং জনগণের সেবা নিশ্চিত করতে নানা উদ্যোগ নেওয়া হয়েছে অন্তর্বর্তী সরকারের সময় দেশের বিভিন্ন খাতে উন্নয়নমূলক কার্যক্রম অব্যাহত রয়েছে এবং জনগণের সেবা নিশ্চিত করতে নানা উদ্যোগ নেওয়া হয়েছে অন্তর্বর্তী সরকারের সময় দেশের বিভিন্ন খাতে উন্নয়নমূলক কার্যক্রম অব্যাহত রয়েছে এবং জনগণের সেবা নিশ্চিত করতে নানা উদ্যোগ নেওয়া হয়েছে অন্তর্বর্তী সরকারের সময় দেশের বিভিন্ন খাতে উন্নয়নমূলক কার্যক্রম অব্যাহত রয়েছে এবং জনগণের সেবা নিশ্চিত করতে নানা উদ্যোগ নেওয়া হয়েছে: [297, 280, 455, 646]
article: [459, 470, 607, 551]
article-body: অন্তর্বর্তী সরকারের সময় দেশের বিভিন্ন খাতে উন্নয়নমূলক কার্যক্রম অব্যাহত রয়েছে এবং জনগণের সেবা নিশ্চিত করতে নানা উদ্যোগ নেওয়া হয়েছে অন্তর্বর্তী সরকারের সময় দেশের বিভিন্ন খাতে উন্নয়নমূলক কার্যক্রম অব্যাহত রয়েছে এবং জনগণের সেবা নিশ্চিত করতে নানা উদ্যোগ নেওয়া হয়েছে অন্তর্বর্তী সরকারের সময় দেশের বিভিন্ন খাতে উন্নয়নমূলক কার্যক্রম অব্যাহত রয়েছে এবং জনগণের সেবা নিশ্চিত করতে নানা উদ্যোগ নেওয়া হয়েছে অন্তর্বর্তী সরকারের সময় দেশের বিভিন্ন খাতে উন্নয়নমূলক কার্যক্রম অব্যাহত রয়েছে এবং জনগণের সেবা নিশ্চিত করতে নানা উদ্যোগ নেওয়া হয়েছে অন্তর্বর্তী সরকারের সময় দেশের বিভিন্ন খাতে উন্নয়নমূলক কার্যক্রম অব্যাহত রয়েছে এবং জনগণের সেবা নিশ্চিত করতে নানা উদ্যোগ নেওয়া হয়েছে অন্তর্বর্তী সরকারের সময় দেশের বিভিন্ন খাতে উন্নয়নমূলক কার্যক্রম অব্যাহত রয়েছে এবং জনগণের সেবা নিশ্চিত করতে নানা উদ্যোগ নেওয়া হয়েছে অন্তর্বর্তী সরকারের সময় দেশের বিভিন্ন খাতে উন্নয়নমূলক কার্যক্রম অব্যাহত রয়েছে এবং জনগণের সেবা নিশ্চিত করতে নানা উদ্যোগ নেওয়া হয়েছে অন্তর্বর্তী সরকারের সময় দেশের বিভিন্ন খাতে উন্নয়নমূলক কার্যক্রম অব্যাহত রয়েছে এবং জনগণের সেবা নিশ্চিত করতে নানা উদ্যোগ নেওয়া হয়েছে অন্তর্বর্তী সরকারের সময় দেশের বিভিন্ন খাতে উন্নয়নমূলক কার্যক্রম অব্যাহত রয়েছে এবং জনগণের সেবা নিশ্চিত করতে নানা উদ্যোগ নেওয়া হয়েছে অন্তর্বর্তী সরকারের সময় দেশের বিভিন্ন খাতে উন্নয়নমূলক কার্যক্রম অব্যাহত রয়েছে এবং জনগণের সেবা নিশ্চিত করতে নানা উদ্যোগ নেওয়া হয়েছে অন্তর্বর্তী সরকারের সময় দেশের বিভিন্ন খাতে উন্নয়নমূলক কার্যক্রম অব্যাহত রয়েছে এবং জনগণের সেবা নিশ্চিত করতে নানা উদ্যোগ নেওয়া হয়েছে: [297, 722, 455, 835]
article: [3, 795, 146, 939]
article-headline: বাড়ছে তাপমাত্রা: [502, 721, 564, 733]
article: [459, 667, 607, 718]
article-headline: সড়কপথে ঈদ যাত্রায় ভোগান্তি: [476, 256, 590, 268]
article: [150, 149, 293, 725]
column-4: [459, 26, 607, 1004]
article-headline: রংপুরে ২২৫০ দর্শ পার্কস্থিত কেজি: [10, 942, 139, 954]
article-body: অন্তর্বর্তী সরকারের সময় দেশের বিভিন্ন খাতে উন্নয়নমূলক কার্যক্রম অব্যাহত রয়েছে এবং জনগণের সেবা নিশ্চিত করতে নানা উদ্যোগ নেওয়া হয়েছে অন্তর্বর্তী সরকারের সময় দেশের বিভিন্ন খাতে উন্নয়নমূলক কার্যক্রম অব্যাহত রয়েছে এবং জনগণের সেবা নিশ্চিত করতে নানা উদ্যোগ নেওয়া হয়েছে অন্তর্বর্তী সরকারের সময় দেশের বিভিন্ন খাতে উন্নয়নমূলক কার্যক্রম অব্যাহত রয়েছে এবং জনগণের সেবা নিশ্চিত করতে নানা উদ্যোগ নেওয়া হয়েছে অন্তর্বর্তী সরকারের সময় দেশের বিভিন্ন খাতে উন্নয়নমূলক কার্যক্রম অব্যাহত রয়েছে এবং জনগণের সেবা নিশ্চিত করতে নানা উদ্যোগ নেওয়া হয়েছে: [150, 1053, 293, 1100]
article: [3, 175, 146, 438]
article-body: অন্তর্বর্তী সরকারের সময় দেশের বিভিন্ন খাতে উন্নয়নমূলক কার্যক্রম অব্যাহত রয়েছে এবং জনগণের সেবা নিশ্চিত করতে নানা উদ্যোগ নেওয়া হয়েছে অন্তর্বর্তী সরকারের সময় দেশের বিভিন্ন খাতে উন্নয়নমূলক কার্যক্রম অব্যাহত রয়েছে এবং জনগণের সেবা নিশ্চিত করতে নানা উদ্যোগ নেওয়া হয়েছে অন্তর্বর্তী সরকারের সময় দেশের বিভিন্ন খাতে উন্নয়নমূলক কার্যক্রম অব্যাহত রয়েছে এবং জনগণের সেবা নিশ্চিত করতে নানা উদ্যোগ নেওয়া হয়েছে: [459, 680, 607, 715]
article-body: অন্তর্বর্তী সরকারের সময় দেশের বিভিন্ন খাতে উন্নয়নমূলক কার্যক্রম অব্যাহত রয়েছে এবং জনগণের সেবা নিশ্চিত করতে নানা উদ্যোগ নেওয়া হয়েছে অন্তর্বর্তী সরকারের সময় দেশের বিভিন্ন খাতে উন্নয়নমূলক কার্যক্রম অব্যাহত রয়েছে এবং জনগণের সেবা নিশ্চিত করতে নানা উদ্যোগ নেওয়া হয়েছে অন্তর্বর্তী সরকারের সময় দেশের বিভিন্ন খাতে উন্নয়নমূলক কার্যক্রম অব্যাহত রয়েছে এবং জনগণের সেবা নিশ্চিত করতে নানা উদ্যোগ নেওয়া হয়েছে অন্তর্বর্তী সরকারের সময় দেশের বিভিন্ন খাতে উন্নয়নমূলক কার্যক্রম অব্যাহত রয়েছে এবং জনগণের সেবা নিশ্চিত করতে নানা উদ্যোগ নেওয়া হয়েছে অন্তর্বর্তী সরকারের সময় দেশের বিভিন্ন খাতে উন্নয়নমূলক কার্যক্রম অব্যাহত রয়েছে এবং জনগণের সেবা নিশ্চিত করতে নানা উদ্যোগ নেওয়া হয়েছে অন্তর্বর্তী সরকারের সময় দেশের বিভিন্ন খাতে উন্নয়নমূলক কার্যক্রম অব্যাহত রয়েছে এবং জনগণের সেবা নিশ্চিত করতে নানা উদ্যোগ নেওয়া হয়েছে অন্তর্বর্তী সরকারের সময় দেশের বিভিন্ন খাতে উন্নয়নমূলক কার্যক্রম অব্যাহত রয়েছে এবং জনগণের সেবা নিশ্চিত করতে নানা উদ্যোগ নেওয়া হয়েছে অন্তর্বর্তী সরকারের সময় দেশের বিভিন্ন খাতে উন্নয়নমূলক কার্যক্রম অব্যাহত রয়েছে এবং জনগণের সেবা নিশ্চিত করতে নানা উদ্যোগ নেওয়া হয়েছে অন্তর্বর্তী সরকারের সময় দেশের বিভিন্ন খাতে উন্নয়নমূলক কার্যক্রম অব্যাহত রয়েছে এবং জনগণের সেবা নিশ্চিত করতে নানা উদ্যোগ নেওয়া হয়েছে অন্তর্বর্তী সরকারের সময় দেশের বিভিন্ন খাতে উন্নয়নমূলক কার্যক্রম অব্যাহত রয়েছে এবং জনগণের সেবা নিশ্চিত করতে নানা উদ্যোগ নেওয়া হয়েছে অন্তর্বর্তী সরকারের সময় দেশের বিভিন্ন খাতে উন্নয়নমূলক কার্যক্রম অব্যাহত রয়েছে এবং জনগণের সেবা নিশ্চিত করতে নানা উদ্যোগ নেওয়া হয়েছে অন্তর্বর্তী সরকারের সময় দেশের বিভিন্ন খাতে উন্নয়নমূলক কার্যক্রম অব্যাহত রয়েছে এবং জনগণের সেবা নিশ্চিত করতে নানা উদ্যোগ নেওয়া হয়েছে অন্তর্বর্তী সরকারের সময় দেশের বিভিন্ন খাতে উন্নয়নমূলক কার্যক্রম অব্যাহত রয়েছে এবং জনগণের সেবা নিশ্চিত করতে নানা উদ্যোগ নেওয়া হয়েছে: [297, 912, 455, 1048]
article-body: অন্তর্বর্তী সরকারের সময় দেশের বিভিন্ন খাতে উন্নয়নমূলক কার্যক্রম অব্যাহত রয়েছে এবং জনগণের সেবা নিশ্চিত করতে নানা উদ্যোগ নেওয়া হয়েছে অন্তর্বর্তী সরকারের সময় দেশের বিভিন্ন খাতে উন্নয়নমূলক কার্যক্রম অব্যাহত রয়েছে এবং জনগণের সেবা নিশ্চিত করতে নানা উদ্যোগ নেওয়া হয়েছে অন্তর্বর্তী সরকারের সময় দেশের বিভিন্ন খাতে উন্নয়নমূলক কার্যক্রম অব্যাহত রয়েছে এবং জনগণের সেবা নিশ্চিত করতে নানা উদ্যোগ নেওয়া হয়েছে অন্তর্বর্তী সরকারের সময় দেশের বিভিন্ন খাতে উন্নয়নমূলক কার্যক্রম অব্যাহত রয়েছে এবং জনগণের সেবা নিশ্চিত করতে নানা উদ্যোগ নেওয়া হয়েছে অন্তর্বর্তী সরকারের সময় দেশের বিভিন্ন খাতে উন্নয়নমূলক কার্যক্রম অব্যাহত রয়েছে এবং জনগণের সেবা নিশ্চিত করতে নানা উদ্যোগ নেওয়া হয়েছে অন্তর্বর্তী সরকারের সময় দেশের বিভিন্ন খাতে উন্নয়নমূলক কার্যক্রম অব্যাহত রয়েছে এবং জনগণের সেবা নিশ্চিত করতে নানা উদ্যোগ নেওয়া হয়েছে অন্তর্বর্তী সরকারের সময় দেশের বিভিন্ন খাতে উন্নয়নমূলক কার্যক্রম অব্যাহত রয়েছে এবং জনগণের সেবা নিশ্চিত করতে নানা উদ্যোগ নেওয়া হয়েছে অন্তর্বর্তী সরকারের সময় দেশের বিভিন্ন খাতে উন্নয়নমূলক কার্যক্রম অব্যাহত রয়েছে এবং জনগণের সেবা নিশ্চিত করতে নানা উদ্যোগ নেওয়া হয়েছে অন্তর্বর্তী সরকারের সময় দেশের বিভিন্ন খাতে উন্নয়নমূলক কার্যক্রম অব্যাহত রয়েছে এবং জনগণের সেবা নিশ্চিত করতে নানা উদ্যোগ নেওয়া হয়েছে অন্তর্বর্তী সরকারের সময় দেশের বিভিন্ন খাতে উন্নয়নমূলক কার্যক্রম অব্যাহত রয়েছে এবং জনগণের সেবা নিশ্চিত করতে নানা উদ্যোগ নেওয়া হয়েছে অন্তর্বর্তী সরকারের সময় দেশের বিভিন্ন খাতে উন্নয়নমূলক কার্যক্রম অব্যাহত রয়েছে এবং জনগণের সেবা নিশ্চিত করতে নানা উদ্যোগ নেওয়া হয়েছে অন্তর্বর্তী সরকারের সময় দেশের বিভিন্ন খাতে উন্নয়নমূলক কার্যক্রম অব্যাহত রয়েছে এবং জনগণের সেবা নিশ্চিত করতে নানা উদ্যোগ নেওয়া হয়েছে অন্তর্বর্তী সরকারের সময় দেশের বিভিন্ন খাতে উন্নয়নমূলক কার্যক্রম অব্যাহত রয়েছে এবং জনগণের সেবা নিশ্চিত করতে নানা উদ্যোগ নেওয়া হয়েছে অন্তর্বর্তী সরকারের সময় দেশের বিভিন্ন খাতে উন্নয়নমূলক কার্যক্রম অব্যাহত রয়েছে এবং জনগণের সেবা নিশ্চিত করতে নানা উদ্যোগ নেওয়া হয়েছে অন্তর্বর্তী সরকারের সময় দেশের বিভিন্ন খাতে উন্নয়নমূলক কার্যক্রম অব্যাহত রয়েছে এবং জনগণের সেবা নিশ্চিত করতে নানা উদ্যোগ নেওয়া হয়েছে অন্তর্বর্তী সরকারের সময় দেশের বিভিন্ন খাতে উন্নয়নমূলক কার্যক্রম অব্যাহত রয়েছে এবং জনগণের সেবা নিশ্চিত করতে নানা উদ্যোগ নেওয়া হয়েছে অন্তর্বর্তী সরকারের সময় দেশের বিভিন্ন খাতে উন্নয়নমূলক কার্যক্রম অব্যাহত রয়েছে এবং জনগণের সেবা নিশ্চিত করতে নানা উদ্যোগ নেওয়া হয়েছে: [459, 269, 607, 458]
masthead-word-1: যুগের: [523, 7, 559, 25]
article: [150, 1041, 293, 1103]
article-body: অন্তর্বর্তী সরকারের সময় দেশের বিভিন্ন খাতে উন্নয়নমূলক কার্যক্রম অব্যাহত রয়েছে এবং জনগণের সেবা নিশ্চিত করতে নানা উদ্যোগ নেওয়া হয়েছে অন্তর্বর্তী সরকারের সময় দেশের বিভিন্ন খাতে উন্নয়নমূলক কার্যক্রম অব্যাহত রয়েছে এবং জনগণের সেবা নিশ্চিত করতে নানা উদ্যোগ নেওয়া হয়েছে অন্তর্বর্তী সরকারের সময় দেশের বিভিন্ন খাতে উন্নয়নমূলক কার্যক্রম অব্যাহত রয়েছে এবং জনগণের সেবা নিশ্চিত করতে নানা উদ্যোগ নেওয়া হয়েছে অন্তর্বর্তী সরকারের সময় দেশের বিভিন্ন খাতে উন্নয়নমূলক কার্যক্রম অব্যাহত রয়েছে এবং জনগণের সেবা নিশ্চিত করতে নানা উদ্যোগ নেওয়া হয়েছে অন্তর্বর্তী সরকারের সময় দেশের বিভিন্ন খাতে উন্নয়নমূলক কার্যক্রম অব্যাহত রয়েছে এবং জনগণের সেবা নিশ্চিত করতে নানা উদ্যোগ নেওয়া হয়েছে: [297, 1083, 455, 1136]
article-headline: ছেলেকে উদ্ধারে মায়ের আকুতি: [474, 914, 592, 926]
article-body: অন্তর্বর্তী সরকারের সময় দেশের বিভিন্ন খাতে উন্নয়নমূলক কার্যক্রম অব্যাহত রয়েছে এবং জনগণের সেবা নিশ্চিত করতে নানা উদ্যোগ নেওয়া হয়েছে অন্তর্বর্তী সরকারের সময় দেশের বিভিন্ন খাতে উন্নয়নমূলক কার্যক্রম অব্যাহত রয়েছে এবং জনগণের সেবা নিশ্চিত করতে নানা উদ্যোগ নেওয়া হয়েছে অন্তর্বর্তী সরকারের সময় দেশের বিভিন্ন খাতে উন্নয়নমূলক কার্যক্রম অব্যাহত রয়েছে এবং জনগণের সেবা নিশ্চিত করতে নানা উদ্যোগ নেওয়া হয়েছে অন্তর্বর্তী সরকারের সময় দেশের বিভিন্ন খাতে উন্নয়নমূলক কার্যক্রম অব্যাহত রয়েছে এবং জনগণের সেবা নিশ্চিত করতে নানা উদ্যোগ নেওয়া হয়েছে অন্তর্বর্তী সরকারের সময় দেশের বিভিন্ন খাতে উন্নয়নমূলক কার্যক্রম অব্যাহত রয়েছে এবং জনগণের সেবা নিশ্চিত করতে নানা উদ্যোগ নেওয়া হয়েছে অন্তর্বর্তী সরকারের সময় দেশের বিভিন্ন খাতে উন্নয়নমূলক কার্যক্রম অব্যাহত রয়েছে এবং জনগণের সেবা নিশ্চিত করতে নানা উদ্যোগ নেওয়া হয়েছে: [459, 483, 607, 548]
article-headline: আসন্ন ঈদে যানজট ও ভ্রমণ নিরাপত্তা: [463, 554, 603, 566]
article: [459, 256, 607, 467]
page-number: ২: [6, 0, 21, 24]
article: [459, 26, 607, 85]
column-1: [3, 26, 146, 1037]
article-body: অন্তর্বর্তী সরকারের সময় দেশের বিভিন্ন খাতে উন্নয়নমূলক কার্যক্রম অব্যাহত রয়েছে এবং জনগণের সেবা নিশ্চিত করতে নানা উদ্যোগ নেওয়া হয়েছে অন্তর্বর্তী সরকারের সময় দেশের বিভিন্ন খাতে উন্নয়নমূলক কার্যক্রম অব্যাহত রয়েছে এবং জনগণের সেবা নিশ্চিত করতে নানা উদ্যোগ নেওয়া হয়েছে অন্তর্বর্তী সরকারের সময় দেশের বিভিন্ন খাতে উন্নয়নমূলক কার্যক্রম অব্যাহত রয়েছে এবং জনগণের সেবা নিশ্চিত করতে নানা উদ্যোগ নেওয়া হয়েছে অন্তর্বর্তী সরকারের সময় দেশের বিভিন্ন খাতে উন্নয়নমূলক কার্যক্রম অব্যাহত রয়েছে এবং জনগণের সেবা নিশ্চিত করতে নানা উদ্যোগ নেওয়া হয়েছে অন্তর্বর্তী সরকারের সময় দেশের বিভিন্ন খাতে উন্নয়নমূলক কার্যক্রম অব্যাহত রয়েছে এবং জনগণের সেবা নিশ্চিত করতে নানা উদ্যোগ নেওয়া হয়েছে অন্তর্বর্তী সরকারের সময় দেশের বিভিন্ন খাতে উন্নয়নমূলক কার্যক্রম অব্যাহত রয়েছে এবং জনগণের সেবা নিশ্চিত করতে নানা উদ্যোগ নেওয়া হয়েছে অন্তর্বর্তী সরকারের সময় দেশের বিভিন্ন খাতে উন্নয়নমূলক কার্যক্রম অব্যাহত রয়েছে এবং জনগণের সেবা নিশ্চিত করতে নানা উদ্যোগ নেওয়া হয়েছে: [3, 955, 146, 1037]
article-headline: বন্দরনগরে ড্রাইভারের ‘সুপার গেম’: [467, 84, 599, 96]
article-headline: যানজট কমাতে চালু ট্রাফিক: [22, 27, 127, 38]
article-body: অন্তর্বর্তী সরকারের সময় দেশের বিভিন্ন খাতে উন্নয়নমূলক কার্যক্রম অব্যাহত রয়েছে এবং জনগণের সেবা নিশ্চিত করতে নানা উদ্যোগ নেওয়া হয়েছে অন্তর্বর্তী সরকারের সময় দেশের বিভিন্ন খাতে উন্নয়নমূলক কার্যক্রম অব্যাহত রয়েছে এবং জনগণের সেবা নিশ্চিত করতে নানা উদ্যোগ নেওয়া হয়েছে অন্তর্বর্তী সরকারের সময় দেশের বিভিন্ন খাতে উন্নয়নমূলক কার্যক্রম অব্যাহত রয়েছে এবং জনগণের সেবা নিশ্চিত করতে নানা উদ্যোগ নেওয়া হয়েছে অন্তর্বর্তী সরকারের সময় দেশের বিভিন্ন খাতে উন্নয়নমূলক কার্যক্রম অব্যাহত রয়েছে এবং জনগণের সেবা নিশ্চিত করতে নানা উদ্যোগ নেওয়া হয়েছে অন্তর্বর্তী সরকারের সময় দেশের বিভিন্ন খাতে উন্নয়নমূলক কার্যক্রম অব্যাহত রয়েছে এবং জনগণের সেবা নিশ্চিত করতে নানা উদ্যোগ নেওয়া হয়েছে অন্তর্বর্তী সরকারের সময় দেশের বিভিন্ন খাতে উন্নয়নমূলক কার্যক্রম অব্যাহত রয়েছে এবং জনগণের সেবা নিশ্চিত করতে নানা উদ্যোগ নেওয়া হয়েছে অন্তর্বর্তী সরকারের সময় দেশের বিভিন্ন খাতে উন্নয়নমূলক কার্যক্রম অব্যাহত রয়েছে এবং জনগণের সেবা নিশ্চিত করতে নানা উদ্যোগ নেওয়া হয়েছে অন্তর্বর্তী সরকারের সময় দেশের বিভিন্ন খাতে উন্নয়নমূলক কার্যক্রম অব্যাহত রয়েছে এবং জনগণের সেবা নিশ্চিত করতে নানা উদ্যোগ নেওয়া হয়েছে অন্তর্বর্তী সরকারের সময় দেশের বিভিন্ন খাতে উন্নয়নমূলক কার্যক্রম অব্যাহত রয়েছে এবং জনগণের সেবা নিশ্চিত করতে নানা উদ্যোগ নেওয়া হয়েছে অন্তর্বর্তী সরকারের সময় দেশের বিভিন্ন খাতে উন্নয়নমূলক কার্যক্রম অব্যাহত রয়েছে এবং জনগণের সেবা নিশ্চিত করতে নানা উদ্যোগ নেওয়া হয়েছে অন্তর্বর্তী সরকারের সময় দেশের বিভিন্ন খাতে উন্নয়নমূলক কার্যক্রম অব্যাহত রয়েছে এবং জনগণের সেবা নিশ্চিত করতে নানা উদ্যোগ নেওয়া হয়েছে অন্তর্বর্তী সরকারের সময় দেশের বিভিন্ন খাতে উন্নয়নমূলক কার্যক্রম অব্যাহত রয়েছে এবং জনগণের সেবা নিশ্চিত করতে নানা উদ্যোগ নেওয়া হয়েছে অন্তর্বর্তী সরকারের সময় দেশের বিভিন্ন খাতে উন্নয়নমূলক কার্যক্রম অব্যাহত রয়েছে এবং জনগণের সেবা নিশ্চিত করতে নানা উদ্যোগ নেওয়া হয়েছে: [459, 97, 607, 238]
masthead-word-2: আলো: [563, 7, 604, 25]
column-3: [297, 26, 455, 1136]
article: [459, 915, 607, 1008]
article-body: অন্তর্বর্তী সরকারের সময় দেশের বিভিন্ন খাতে উন্নয়নমূলক কার্যক্রম অব্যাহত রয়েছে এবং জনগণের সেবা নিশ্চিত করতে নানা উদ্যোগ নেওয়া হয়েছে অন্তর্বর্তী সরকারের সময় দেশের বিভিন্ন খাতে উন্নয়নমূলক কার্যক্রম অব্যাহত রয়েছে এবং জনগণের সেবা নিশ্চিত করতে নানা উদ্যোগ নেওয়া হয়েছে: [297, 870, 455, 894]
article: [459, 722, 607, 768]
article: [3, 441, 146, 633]
article-headline: বীরের অপেক্ষায় দেশ: [337, 899, 415, 911]
article-headline: সময় মতো ঈদ পালনে দুই সপ্তাহ: [315, 1070, 437, 1082]
column-rule: [457, 26, 458, 956]
masthead-logo: [494, 1, 604, 23]
article: [3, 27, 146, 172]
article-body: অন্তর্বর্তী সরকারের সময় দেশের বিভিন্ন খাতে উন্নয়নমূলক কার্যক্রম অব্যাহত রয়েছে এবং জনগণের সেবা নিশ্চিত করতে নানা উদ্যোগ নেওয়া হয়েছে অন্তর্বর্তী সরকারের সময় দেশের বিভিন্ন খাতে উন্নয়নমূলক কার্যক্রম অব্যাহত রয়েছে এবং জনগণের সেবা নিশ্চিত করতে নানা উদ্যোগ নেওয়া হয়েছে অন্তর্বর্তী সরকারের সময় দেশের বিভিন্ন খাতে উন্নয়নমূলক কার্যক্রম অব্যাহত রয়েছে এবং জনগণের সেবা নিশ্চিত করতে নানা উদ্যোগ নেওয়া হয়েছে অন্তর্বর্তী সরকারের সময় দেশের বিভিন্ন খাতে উন্নয়নমূলক কার্যক্রম অব্যাহত রয়েছে এবং জনগণের সেবা নিশ্চিত করতে নানা উদ্যোগ নেওয়া হয়েছে অন্তর্বর্তী সরকারের সময় দেশের বিভিন্ন খাতে উন্নয়নমূলক কার্যক্রম অব্যাহত রয়েছে এবং জনগণের সেবা নিশ্চিত করতে নানা উদ্যোগ নেওয়া হয়েছে অন্তর্বর্তী সরকারের সময় দেশের বিভিন্ন খাতে উন্নয়নমূলক কার্যক্রম অব্যাহত রয়েছে এবং জনগণের সেবা নিশ্চিত করতে নানা উদ্যোগ নেওয়া হয়েছে অন্তর্বর্তী সরকারের সময় দেশের বিভিন্ন খাতে উন্নয়নমূলক কার্যক্রম অব্যাহত রয়েছে এবং জনগণের সেবা নিশ্চিত করতে নানা উদ্যোগ নেওয়া হয়েছে অন্তর্বর্তী সরকারের সময় দেশের বিভিন্ন খাতে উন্নয়নমূলক কার্যক্রম অব্যাহত রয়েছে এবং জনগণের সেবা নিশ্চিত করতে নানা উদ্যোগ নেওয়া হয়েছে অন্তর্বর্তী সরকারের সময় দেশের বিভিন্ন খাতে উন্নয়নমূলক কার্যক্রম অব্যাহত রয়েছে এবং জনগণের সেবা নিশ্চিত করতে নানা উদ্যোগ নেওয়া হয়েছে অন্তর্বর্তী সরকারের সময় দেশের বিভিন্ন খাতে উন্নয়নমূলক কার্যক্রম অব্যাহত রয়েছে এবং জনগণের সেবা নিশ্চিত করতে নানা উদ্যোগ নেওয়া হয়েছে অন্তর্বর্তী সরকারের সময় দেশের বিভিন্ন খাতে উন্নয়নমূলক কার্যক্রম অব্যাহত রয়েছে এবং জনগণের সেবা নিশ্চিত করতে নানা উদ্যোগ নেওয়া হয়েছে: [3, 40, 146, 164]
masthead-small: দৈনিক: [516, 3, 532, 10]
article-headline: অন্তর্বর্তী সরকারের ১০০টি সাফল্য: [10, 174, 139, 186]
article-headline: শিক্ষকের স্বপ্ন ও শিক্ষার মান উন্নয়ন: [156, 727, 287, 739]
article: [3, 942, 146, 1040]
article: [297, 26, 455, 264]
article-headline: রাজধানীতে আগুন: [496, 770, 570, 782]
article-headline: ৮ মাসে রাজস্ব ঘাটতি ৭১,৪৭৫ কোটি টাকা: [3, 795, 146, 818]
article-body: অন্তর্বর্তী সরকারের সময় দেশের বিভিন্ন খাতে উন্নয়নমূলক কার্যক্রম অব্যাহত রয়েছে এবং জনগণের সেবা নিশ্চিত করতে নানা উদ্যোগ নেওয়া হয়েছে অন্তর্বর্তী সরকারের সময় দেশের বিভিন্ন খাতে উন্নয়নমূলক কার্যক্রম অব্যাহত রয়েছে এবং জনগণের সেবা নিশ্চিত করতে নানা উদ্যোগ নেওয়া হয়েছে অন্তর্বর্তী সরকারের সময় দেশের বিভিন্ন খাতে উন্নয়নমূলক কার্যক্রম অব্যাহত রয়েছে এবং জনগণের সেবা নিশ্চিত করতে নানা উদ্যোগ নেওয়া হয়েছে অন্তর্বর্তী সরকারের সময় দেশের বিভিন্ন খাতে উন্নয়নমূলক কার্যক্রম অব্যাহত রয়েছে এবং জনগণের সেবা নিশ্চিত করতে নানা উদ্যোগ নেওয়া হয়েছে অন্তর্বর্তী সরকারের সময় দেশের বিভিন্ন খাতে উন্নয়নমূলক কার্যক্রম অব্যাহত রয়েছে এবং জনগণের সেবা নিশ্চিত করতে নানা উদ্যোগ নেওয়া হয়েছে: [459, 26, 607, 85]
article-body: অন্তর্বর্তী সরকারের সময় দেশের বিভিন্ন খাতে উন্নয়নমূলক কার্যক্রম অব্যাহত রয়েছে এবং জনগণের সেবা নিশ্চিত করতে নানা উদ্যোগ নেওয়া হয়েছে অন্তর্বর্তী সরকারের সময় দেশের বিভিন্ন খাতে উন্নয়নমূলক কার্যক্রম অব্যাহত রয়েছে এবং জনগণের সেবা নিশ্চিত করতে নানা উদ্যোগ নেওয়া হয়েছে অন্তর্বর্তী সরকারের সময় দেশের বিভিন্ন খাতে উন্নয়নমূলক কার্যক্রম অব্যাহত রয়েছে এবং জনগণের সেবা নিশ্চিত করতে নানা উদ্যোগ নেওয়া হয়েছে: [459, 734, 607, 770]
article-headline: স্বাস্থ্য সেবায় নতুন উদ্যোগ: [172, 1040, 271, 1052]
article-headline: আর্থিক খাত সংস্কারে নতুন রোডম্যাপ: [151, 149, 292, 160]
article: [297, 1071, 455, 1145]
article-headline: দৌলতদিয়া ঘাটে ফেরিতে ভিড়: [318, 709, 434, 721]
article-headline: দেশের সব বিশ্ববিদ্যালয়ে ছুটি ঘোষণা: [307, 857, 445, 869]
article-body: অন্তর্বর্তী সরকারের সময় দেশের বিভিন্ন খাতে উন্নয়নমূলক কার্যক্রম অব্যাহত রয়েছে এবং জনগণের সেবা নিশ্চিত করতে নানা উদ্যোগ নেওয়া হয়েছে অন্তর্বর্তী সরকারের সময় দেশের বিভিন্ন খাতে উন্নয়নমূলক কার্যক্রম অব্যাহত রয়েছে এবং জনগণের সেবা নিশ্চিত করতে নানা উদ্যোগ নেওয়া হয়েছে অন্তর্বর্তী সরকারের সময় দেশের বিভিন্ন খাতে উন্নয়নমূলক কার্যক্রম অব্যাহত রয়েছে এবং জনগণের সেবা নিশ্চিত করতে নানা উদ্যোগ নেওয়া হয়েছে অন্তর্বর্তী সরকারের সময় দেশের বিভিন্ন খাতে উন্নয়নমূলক কার্যক্রম অব্যাহত রয়েছে এবং জনগণের সেবা নিশ্চিত করতে নানা উদ্যোগ নেওয়া হয়েছে অন্তর্বর্তী সরকারের সময় দেশের বিভিন্ন খাতে উন্নয়নমূলক কার্যক্রম অব্যাহত রয়েছে এবং জনগণের সেবা নিশ্চিত করতে নানা উদ্যোগ নেওয়া হয়েছে অন্তর্বর্তী সরকারের সময় দেশের বিভিন্ন খাতে উন্নয়নমূলক কার্যক্রম অব্যাহত রয়েছে এবং জনগণের সেবা নিশ্চিত করতে নানা উদ্যোগ নেওয়া হয়েছে অন্তর্বর্তী সরকারের সময় দেশের বিভিন্ন খাতে উন্নয়নমূলক কার্যক্রম অব্যাহত রয়েছে এবং জনগণের সেবা নিশ্চিত করতে নানা উদ্যোগ নেওয়া হয়েছে অন্তর্বর্তী সরকারের সময় দেশের বিভিন্ন খাতে উন্নয়নমূলক কার্যক্রম অব্যাহত রয়েছে এবং জনগণের সেবা নিশ্চিত করতে নানা উদ্যোগ নেওয়া হয়েছে অন্তর্বর্তী সরকারের সময় দেশের বিভিন্ন খাতে উন্নয়নমূলক কার্যক্রম অব্যাহত রয়েছে এবং জনগণের সেবা নিশ্চিত করতে নানা উদ্যোগ নেওয়া হয়েছে অন্তর্বর্তী সরকারের সময় দেশের বিভিন্ন খাতে উন্নয়নমূলক কার্যক্রম অব্যাহত রয়েছে এবং জনগণের সেবা নিশ্চিত করতে নানা উদ্যোগ নেওয়া হয়েছে: [3, 819, 146, 931]
article: [150, 26, 293, 146]
column-2: [150, 26, 293, 1100]
article-body: অন্তর্বর্তী সরকারের সময় দেশের বিভিন্ন খাতে উন্নয়নমূলক কার্যক্রম অব্যাহত রয়েছে এবং জনগণের সেবা নিশ্চিত করতে নানা উদ্যোগ নেওয়া হয়েছে অন্তর্বর্তী সরকারের সময় দেশের বিভিন্ন খাতে উন্নয়নমূলক কার্যক্রম অব্যাহত রয়েছে এবং জনগণের সেবা নিশ্চিত করতে নানা উদ্যোগ নেওয়া হয়েছে অন্তর্বর্তী সরকারের সময় দেশের বিভিন্ন খাতে উন্নয়নমূলক কার্যক্রম অব্যাহত রয়েছে এবং জনগণের সেবা নিশ্চিত করতে নানা উদ্যোগ নেওয়া হয়েছে অন্তর্বর্তী সরকারের সময় দেশের বিভিন্ন খাতে উন্নয়নমূলক কার্যক্রম অব্যাহত রয়েছে এবং জনগণের সেবা নিশ্চিত করতে নানা উদ্যোগ নেওয়া হয়েছে অন্তর্বর্তী সরকারের সময় দেশের বিভিন্ন খাতে উন্নয়নমূলক কার্যক্রম অব্যাহত রয়েছে এবং জনগণের সেবা নিশ্চিত করতে নানা উদ্যোগ নেওয়া হয়েছে অন্তর্বর্তী সরকারের সময় দেশের বিভিন্ন খাতে উন্নয়নমূলক কার্যক্রম অব্যাহত রয়েছে এবং জনগণের সেবা নিশ্চিত করতে নানা উদ্যোগ নেওয়া হয়েছে অন্তর্বর্তী সরকারের সময় দেশের বিভিন্ন খাতে উন্নয়নমূলক কার্যক্রম অব্যাহত রয়েছে এবং জনগণের সেবা নিশ্চিত করতে নানা উদ্যোগ নেওয়া হয়েছে অন্তর্বর্তী সরকারের সময় দেশের বিভিন্ন খাতে উন্নয়নমূলক কার্যক্রম অব্যাহত রয়েছে এবং জনগণের সেবা নিশ্চিত করতে নানা উদ্যোগ নেওয়া হয়েছে: [459, 814, 607, 902]
article-headline: যানজট কমাতে নতুন উদ্যোগ অভিযান: [460, 667, 606, 679]
article: [150, 728, 293, 1038]
article: [297, 858, 455, 897]
article: [459, 84, 607, 253]
